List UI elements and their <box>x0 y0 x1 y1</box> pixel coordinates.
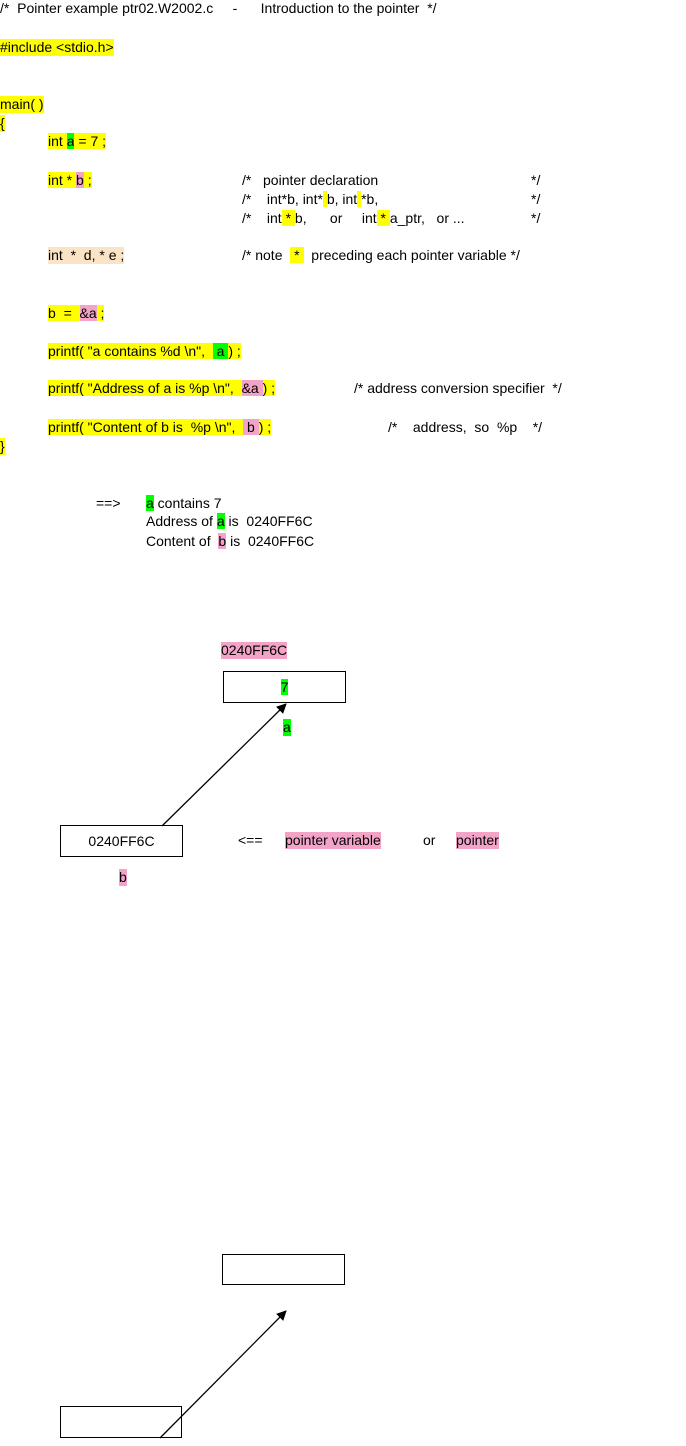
var-b: b <box>243 419 259 435</box>
code-text: ; <box>96 305 105 321</box>
comment-text: *b, <box>361 191 379 207</box>
highlight-star: * <box>376 210 390 226</box>
var-a: a <box>216 513 225 529</box>
brace-open: { <box>0 115 5 131</box>
code-text: ) ; <box>262 380 276 396</box>
output-text: is 0240FF6C <box>224 513 313 529</box>
left-arrow-text: <== <box>238 832 263 848</box>
line-int-d-e: int * d, * e ; <box>48 247 125 263</box>
box-b-content: 0240FF6C <box>88 833 155 849</box>
comment-text: b, or int <box>294 210 377 226</box>
output-text: Address of <box>146 513 217 529</box>
highlight-star: * <box>290 247 304 263</box>
var-a: a <box>212 343 229 359</box>
code-text: printf( "a contains %d \n", <box>48 343 213 359</box>
label-pointer: pointer <box>456 832 499 848</box>
var-b: b <box>76 172 84 188</box>
comment-text: /* int <box>242 210 282 226</box>
main-signature: main( ) <box>0 96 44 112</box>
comment-address-specifier: /* address conversion specifier */ <box>354 380 562 396</box>
address-of-a: &a <box>79 305 97 321</box>
comment-address-so-p: /* address, so %p */ <box>388 419 543 435</box>
include-line: #include <stdio.h> <box>0 39 114 55</box>
comment-end-2: */ <box>531 191 541 207</box>
kw-int-star: int * <box>48 172 77 188</box>
comment-text: /* note <box>242 247 291 263</box>
address-label: 0240FF6C <box>221 642 288 658</box>
comment-text: b, int <box>326 191 358 207</box>
address-of-a: &a <box>241 380 263 396</box>
brace-close: } <box>0 438 5 454</box>
output-text: Content of <box>146 533 219 549</box>
comment-text: preceding each pointer variable */ <box>303 247 520 263</box>
header-comment: /* Pointer example ptr02.W2002.c - Introduction to the pointer */ <box>0 0 437 16</box>
label-b: b <box>119 869 127 885</box>
assign-7: = 7 ; <box>74 133 107 149</box>
code-text: ) ; <box>228 343 241 359</box>
output-arrow: ==> <box>96 495 121 511</box>
code-text: printf( "Content of b is %p \n", <box>48 419 244 435</box>
code-text: printf( "Address of a is %p \n", <box>48 380 242 396</box>
var-a: a <box>146 495 154 511</box>
highlight-star: * <box>281 210 295 226</box>
comment-text: a_ptr, or ... <box>389 210 465 226</box>
kw-int: int <box>48 133 67 149</box>
pointer-arrow <box>162 704 286 826</box>
var-a: a <box>66 133 75 149</box>
comment-end-1: */ <box>531 172 541 188</box>
var-b: b <box>218 533 227 549</box>
comment-text: /* int*b, int* <box>242 191 323 207</box>
label-a: a <box>283 719 291 735</box>
comment-end-3: */ <box>531 210 541 226</box>
comment-pointer-declaration: /* pointer declaration <box>242 172 379 188</box>
label-pointer-variable: pointer variable <box>285 832 381 848</box>
semicolon: ; <box>83 172 92 188</box>
pointer-arrow-empty <box>160 1311 286 1438</box>
code-text: ) ; <box>258 419 272 435</box>
output-text: contains 7 <box>153 495 222 511</box>
code-text: b = <box>48 305 80 321</box>
output-text: is 0240FF6C <box>226 533 315 549</box>
label-or: or <box>423 832 436 848</box>
value-7: 7 <box>280 679 289 695</box>
